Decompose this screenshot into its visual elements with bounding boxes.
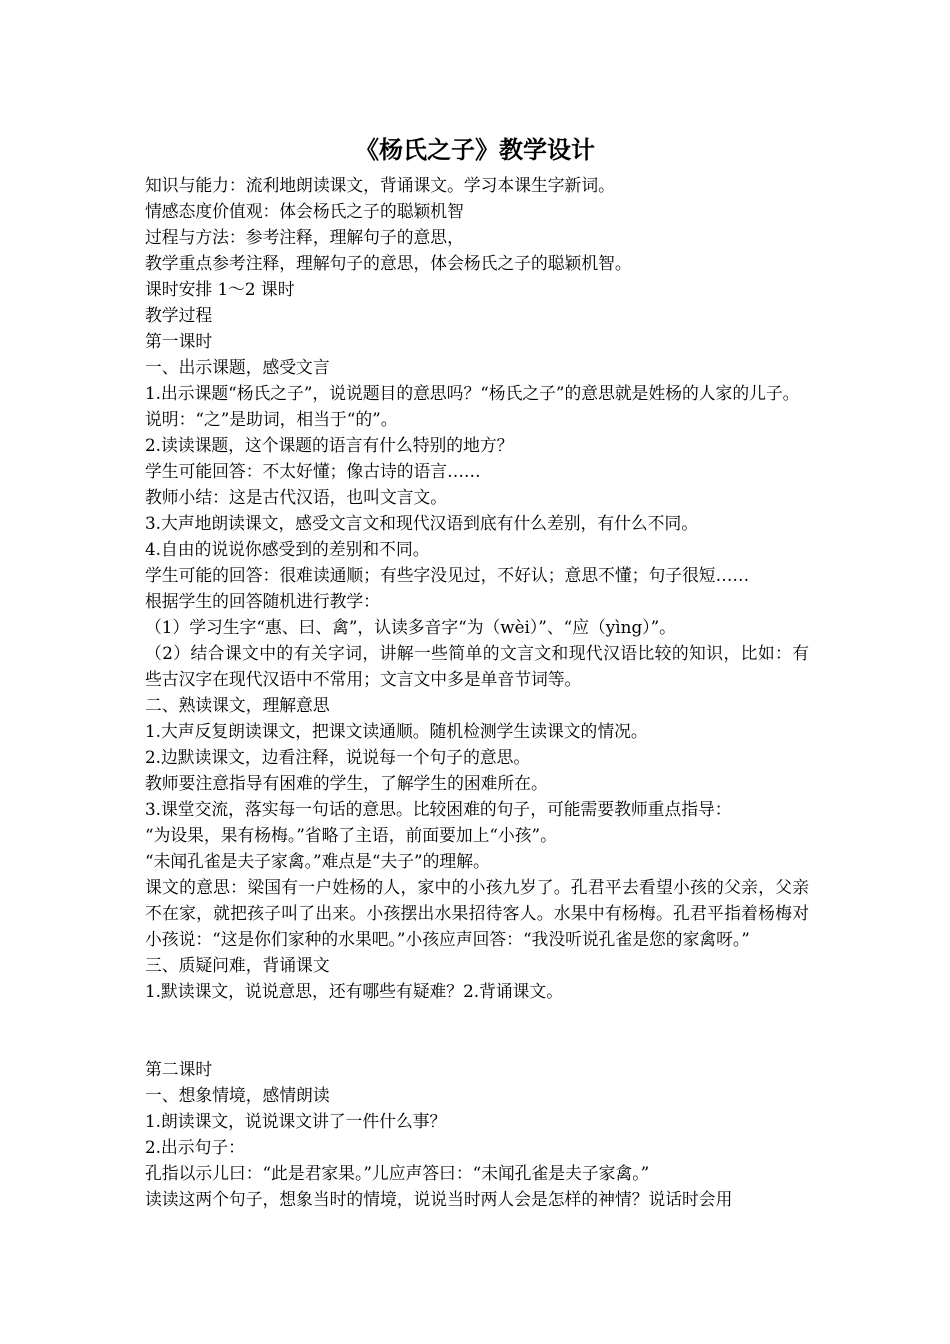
paragraph-lesson-schedule: 课时安排 1～2 课时 [145,279,295,299]
paragraph: 根据学生的回答随机进行教学： [145,591,380,611]
paragraph: 教师要注意指导有困难的学生，了解学生的困难所在。 [145,773,548,793]
document-body [145,172,809,1212]
paragraph: 2.出示句子： [145,1137,245,1157]
section-heading: 一、想象情境，感情朗读 [145,1085,330,1105]
blank-spacer [145,1004,809,1056]
paragraph: “未闻孔雀是夫子家禽。”难点是“夫子”的理解。 [145,851,490,871]
document-title: 《杨氏之子》教学设计 [355,135,595,164]
paragraph: 2.读读课题，这个课题的语言有什么特别的地方？ [145,435,514,455]
paragraph-teaching-focus: 教学重点参考注释，理解句子的意思，体会杨氏之子的聪颖机智。 [145,253,632,273]
paragraph: 读读这两个句子，想象当时的情境，说说当时两人会是怎样的神情？说话时会用 [145,1189,733,1209]
paragraph: 2.边默读课文，边看注释，说说每一个句子的意思。 [145,747,531,767]
section-heading-3: 三、质疑问难，背诵课文 [145,955,330,975]
paragraph: 学生可能的回答：很难读通顺；有些字没见过，不好认；意思不懂；句子很短…… [145,565,750,585]
paragraph: “为设果，果有杨梅。”省略了主语，前面要加上“小孩”。 [145,825,557,845]
section-heading-2: 二、熟读课文，理解意思 [145,695,330,715]
paragraph: 3.大声地朗读课文，感受文言文和现代汉语到底有什么差别，有什么不同。 [145,513,699,533]
paragraph: 1.出示课题“杨氏之子”，说说题目的意思吗？“杨氏之子”的意思就是姓杨的人家的儿子。 [145,383,800,403]
paragraph: 1.朗读课文，说说课文讲了一件什么事？ [145,1111,447,1131]
heading-second-lesson: 第二课时 [145,1059,213,1079]
paragraph: （1）学习生字“惠、曰、禽”，认读多音字“为（wèi）”、“应（yìng）”。 [145,617,676,637]
section-heading-1: 一、出示课题，感受文言 [145,357,330,377]
paragraph: 1.大声反复朗读课文，把课文读通顺。随机检测学生读课文的情况。 [145,721,648,741]
paragraph: 说明：“之”是助词，相当于“的”。 [145,409,398,429]
paragraph-knowledge-ability: 知识与能力：流利地朗读课文，背诵课文。学习本课生字新词。 [145,175,615,195]
heading-first-lesson: 第一课时 [145,331,213,351]
paragraph: 课文的意思：梁国有一户姓杨的人，家中的小孩九岁了。孔君平去看望小孩的父亲，父亲不在家，就把孩子叫了出来。小孩摆出水果招待客人。水果中有杨梅。孔君平指着杨梅对小孩说：“这是你们家种的水果吧。”小孩应声回答：“我没听说孔雀是您的家禽呀。” [145,877,809,949]
paragraph: 孔指以示儿曰：“此是君家果。”儿应声答曰：“未闻孔雀是夫子家禽。” [145,1163,650,1183]
heading-teaching-process: 教学过程 [145,305,213,325]
paragraph: 3.课堂交流，落实每一句话的意思。比较困难的句子，可能需要教师重点指导： [145,799,732,819]
paragraph-process-method: 过程与方法：参考注释，理解句子的意思， [145,227,464,247]
paragraph-emotion-values: 情感态度价值观：体会杨氏之子的聪颖机智 [145,201,464,221]
paragraph: 1.默读课文，说说意思，还有哪些有疑难？2.背诵课文。 [145,981,563,1001]
paragraph: 4.自由的说说你感受到的差别和不同。 [145,539,430,559]
paragraph: 学生可能回答：不太好懂；像古诗的语言…… [145,461,481,481]
paragraph: 教师小结：这是古代汉语，也叫文言文。 [145,487,448,507]
paragraph: （2）结合课文中的有关字词，讲解一些简单的文言文和现代汉语比较的知识，比如：有些古汉字在现代汉语中不常用；文言文中多是单音节词等。 [145,643,809,689]
